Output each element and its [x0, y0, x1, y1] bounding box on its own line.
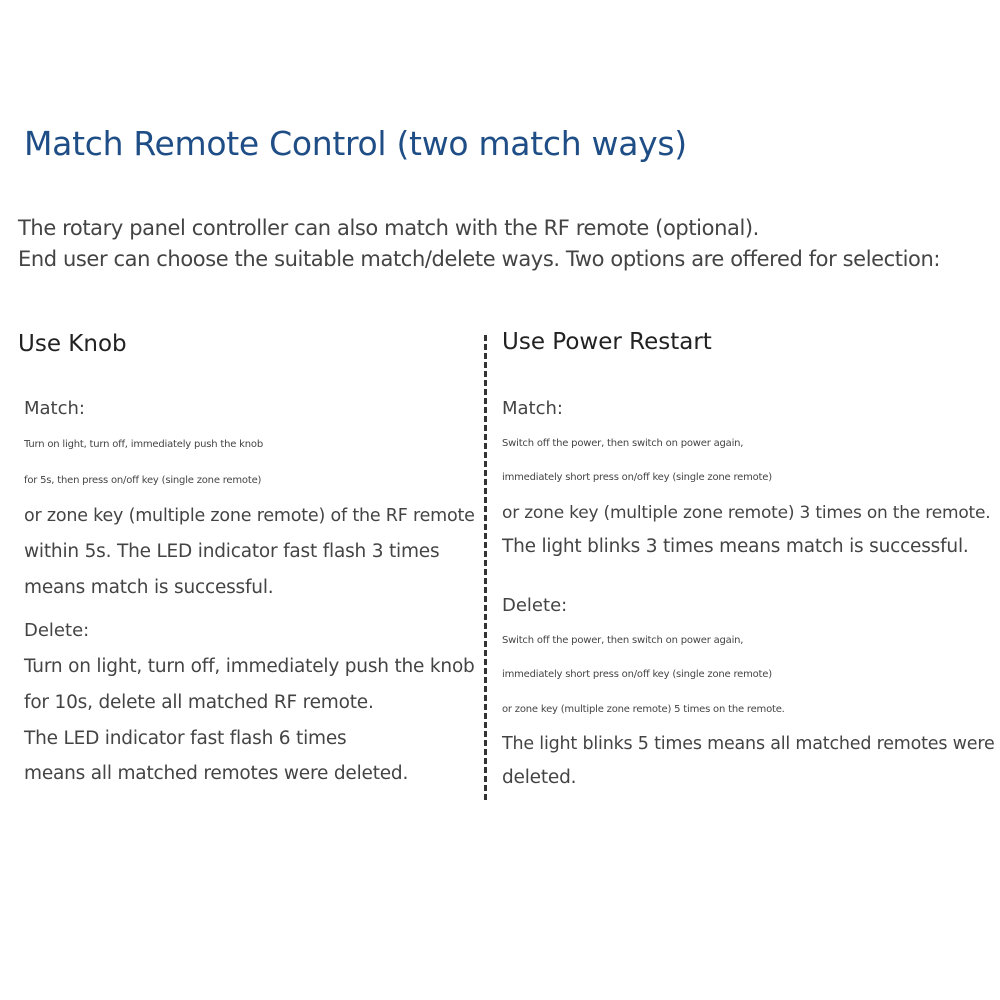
text-line: means match is successful. — [24, 577, 274, 599]
power-match-label: Match: — [502, 398, 563, 419]
text-line: or zone key (multiple zone remote) 3 times on the remote. — [502, 502, 991, 523]
text-line: The LED indicator fast flash 6 times — [24, 727, 347, 749]
text-line: The light blinks 5 times means all matched remotes were — [502, 733, 995, 754]
text-line: Turn on light, turn off, immediately push the knob — [24, 656, 475, 677]
power-delete-text — [502, 624, 995, 795]
knob-method-heading: Use Knob — [18, 331, 127, 357]
text-line: immediately short press on/off key (single zone remote) — [502, 472, 772, 484]
intro-line: The rotary panel controller can also match with the RF remote (optional). — [18, 216, 759, 240]
intro-line: End user can choose the suitable match/delete ways. Two options are offered for selection: — [18, 247, 941, 271]
text-line: or zone key (multiple zone remote) 5 times on the remote. — [502, 703, 785, 715]
text-line: deleted. — [502, 767, 577, 789]
knob-delete-text — [24, 649, 475, 792]
page-title: Match Remote Control (two match ways) — [24, 124, 687, 163]
knob-delete-label: Delete: — [24, 620, 90, 641]
text-line: means all matched remotes were deleted. — [24, 763, 409, 785]
text-line: Turn on light, turn off, immediately push the knob — [24, 439, 263, 450]
text-line: within 5s. The LED indicator fast flash 3 times — [24, 541, 440, 563]
text-line: for 5s, then press on/off key (single zone remote) — [24, 474, 262, 486]
text-line: immediately short press on/off key (single zone remote) — [502, 669, 772, 681]
knob-match-label: Match: — [24, 398, 85, 419]
text-line: Switch off the power, then switch on power again, — [502, 438, 744, 449]
text-line: or zone key (multiple zone remote) of the RF remote — [24, 505, 475, 526]
power-delete-label: Delete: — [502, 595, 568, 616]
text-line: Switch off the power, then switch on power again, — [502, 635, 744, 646]
knob-match-text — [24, 427, 475, 606]
intro-text — [18, 213, 940, 275]
power-restart-method-heading: Use Power Restart — [502, 329, 712, 355]
text-line: The light blinks 3 times means match is successful. — [502, 535, 969, 557]
power-match-text — [502, 427, 990, 564]
text-line: for 10s, delete all matched RF remote. — [24, 691, 374, 713]
column-divider — [484, 335, 487, 800]
